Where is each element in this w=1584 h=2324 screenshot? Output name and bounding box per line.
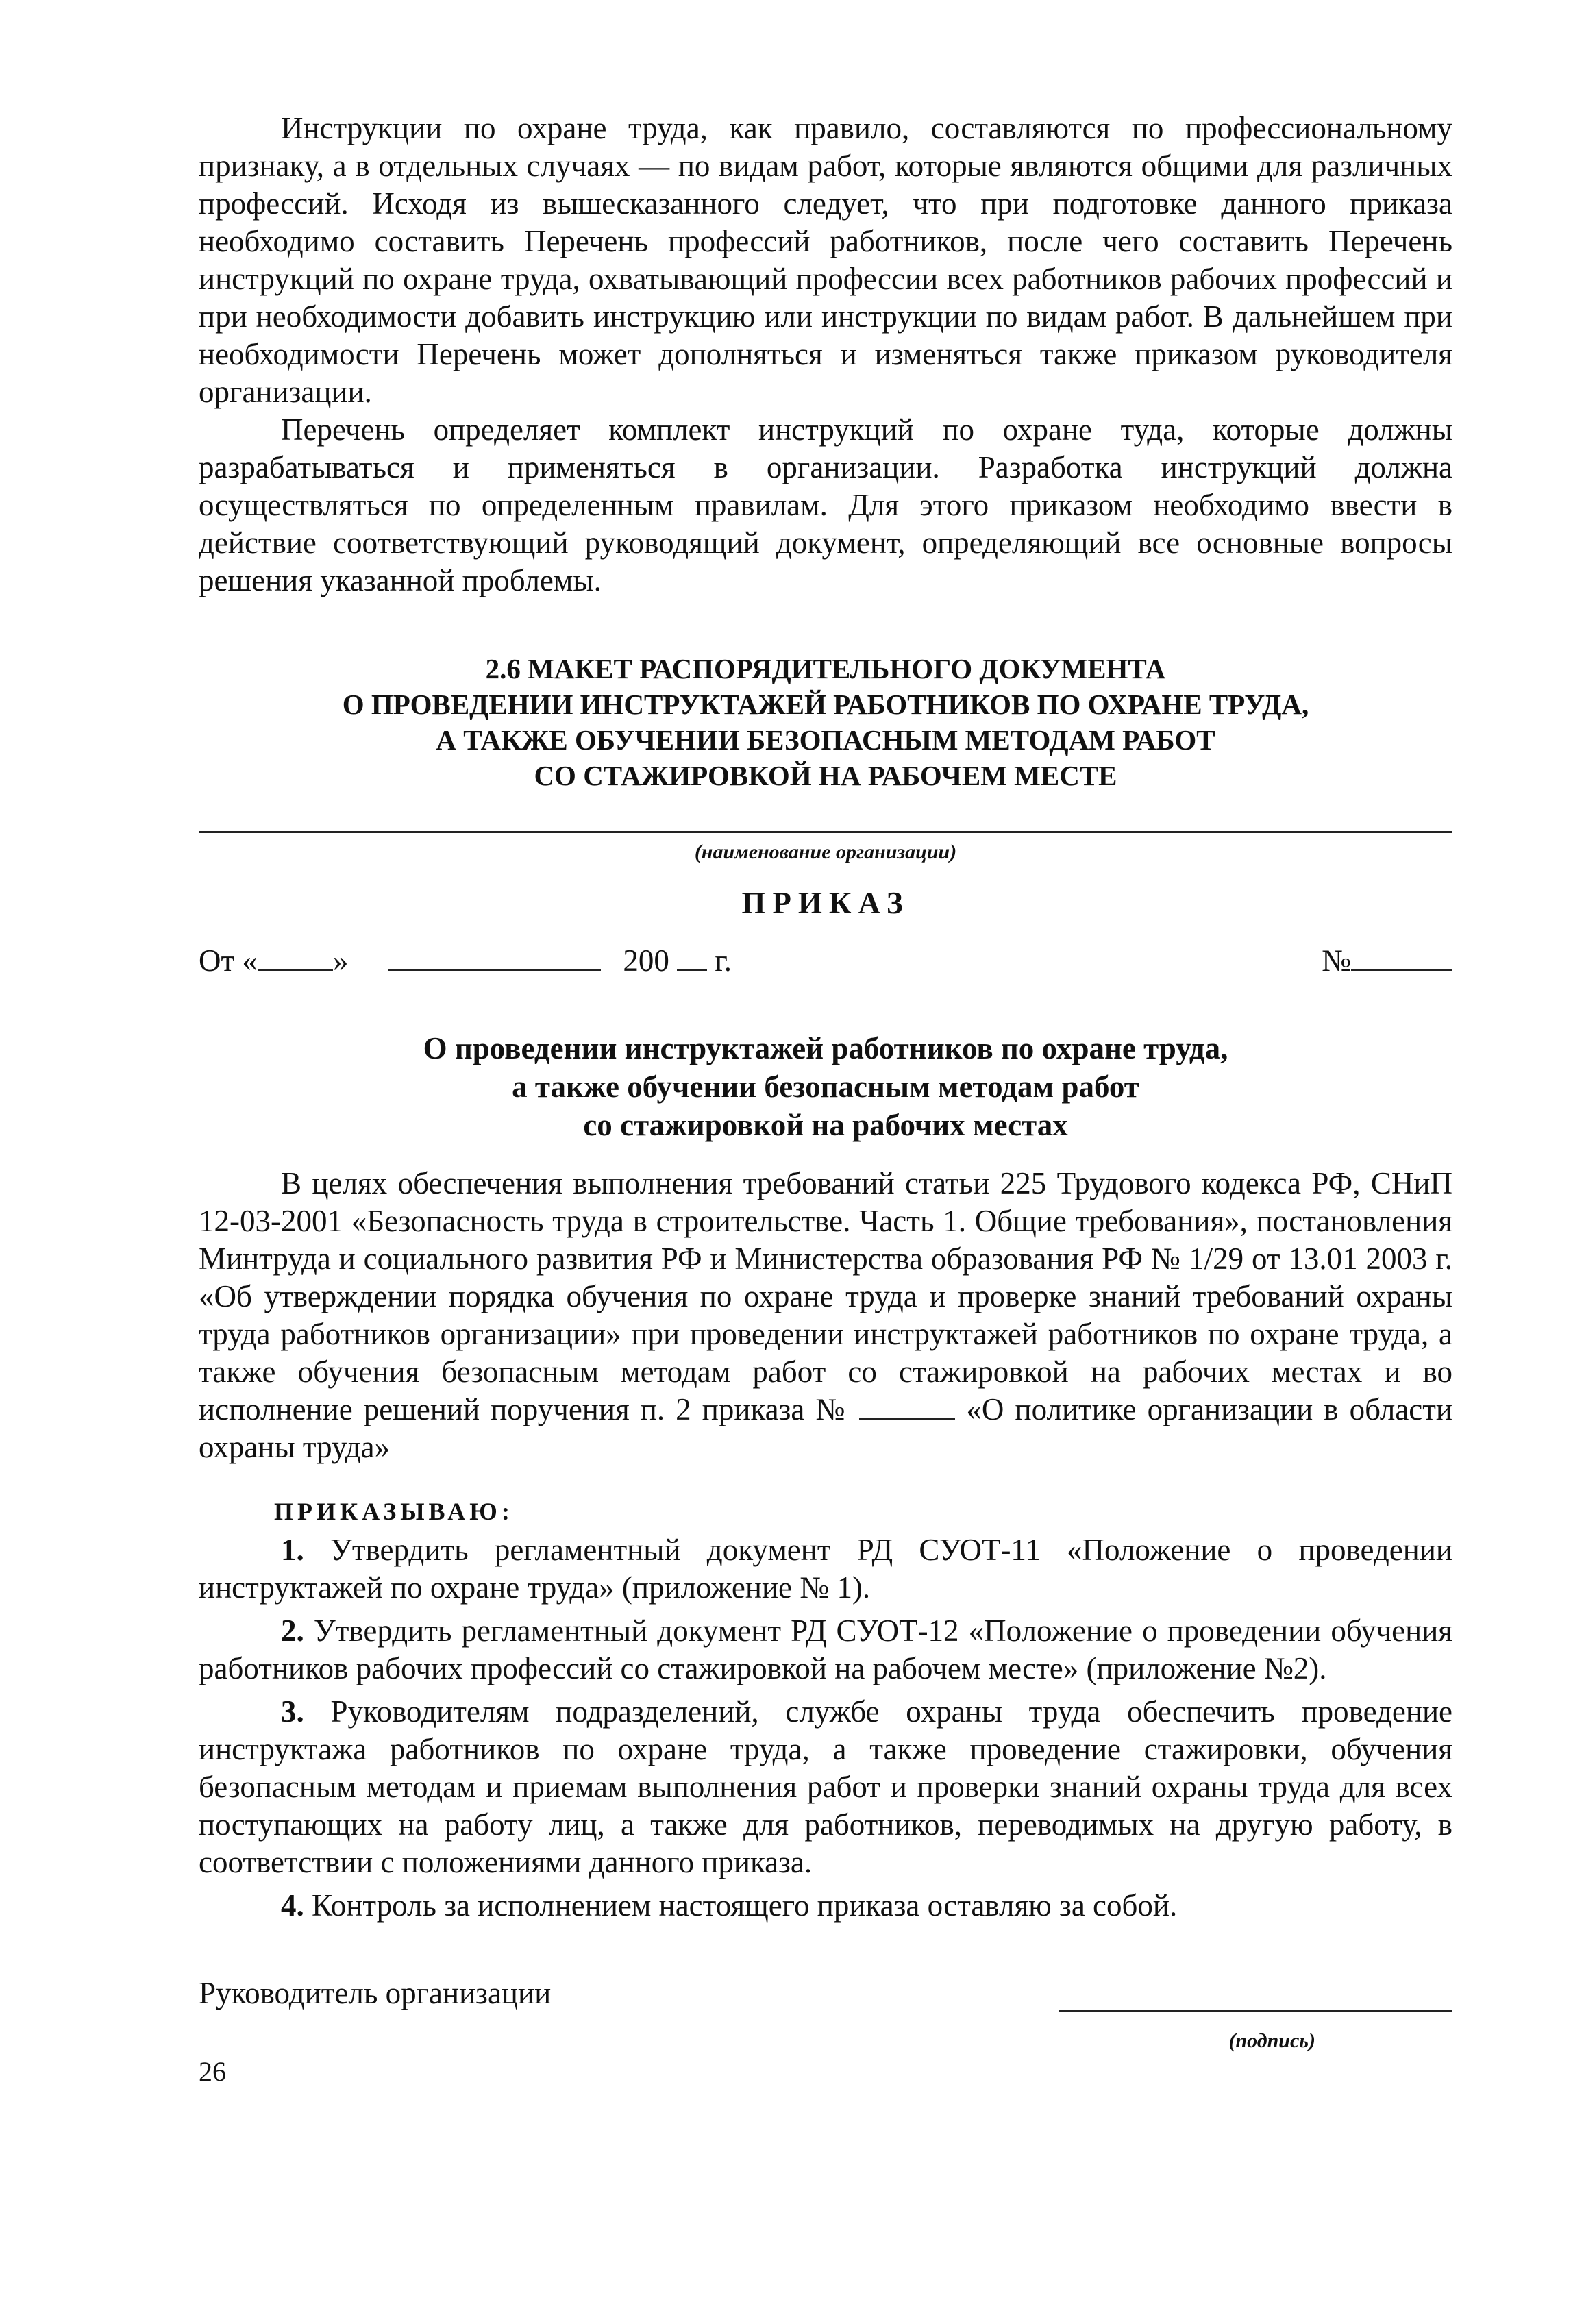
subject-line: со стажировкой на рабочих местах: [583, 1108, 1068, 1142]
number-blank: [1351, 941, 1452, 971]
order-title: ПРИКАЗ: [741, 886, 910, 920]
section-title-line: 2.6 МАКЕТ РАСПОРЯДИТЕЛЬНОГО ДОКУМЕНТА: [485, 653, 1166, 684]
item-text: Контроль за исполнением настоящего приказа оставляю за собой.: [312, 1888, 1178, 1923]
order-item: [199, 1887, 1452, 1925]
intro-paragraph-1: Инструкции по охране труда, как правило, составляются по профессиональному признаку, а в отдельных случаях — по видам работ, которые являются общими для различных профессий. Исходя из вышесказанного следует, что при подготовке данного приказа необходимо составить Перечень профессий работников, после чего составить Перечень инструкций по охране труда, охватывающий профессии всех работников рабочих профессий и при необходимости добавить инструкцию или инструкции по видам работ. В дальнейшем при необходимости Перечень может дополняться и изменяться также приказом руководителя организации.: [199, 111, 1452, 409]
order-number: [1322, 940, 1452, 981]
order-verb: ПРИКАЗЫВАЮ:: [274, 1498, 514, 1525]
order-item: [199, 1531, 1452, 1607]
document-page: [199, 110, 1453, 2052]
page-number: 26: [199, 2056, 226, 2087]
preamble-paragraph: [199, 1165, 1452, 1466]
section-title-line: А ТАКЖЕ ОБУЧЕНИИ БЕЗОПАСНЫМ МЕТОДАМ РАБОТ: [436, 724, 1215, 756]
year-text: 200: [623, 943, 669, 978]
year-blank: [677, 941, 707, 971]
year-suffix: г.: [715, 943, 732, 978]
order-date: [199, 940, 732, 981]
preamble-text: В целях обеспечения выполнения требований статьи 225 Трудового кодекса РФ, СНиП 12-03-2001 «Безопасность труда в строительстве. Часть 1. Общие требования», постановления Минтруда и социального развития РФ и Министерства образования РФ № 1/29 от 13.01 2003 г. «Об утверждении порядка обучения по охране труда и проверке знаний требований охраны труда работников организации» при проведении инструктажей работников по охране труда, а также обучения безопасным методам работ со стажировкой на рабочих местах и во исполнение решений поручения п. 2 приказа №: [199, 1166, 1452, 1426]
date-number-row: [199, 940, 1452, 981]
order-item: [199, 1693, 1452, 1881]
item-text: Утвердить регламентный документ РД СУОТ-11 «Положение о проведении инструктажей по охране труда» (приложение № 1).: [199, 1533, 1452, 1605]
organization-caption: (наименование организации): [694, 841, 957, 863]
day-blank: [258, 941, 333, 971]
section-title-line: О ПРОВЕДЕНИИ ИНСТРУКТАЖЕЙ РАБОТНИКОВ ПО ОХРАНЕ ТРУДА,: [342, 689, 1309, 720]
month-blank: [388, 941, 601, 971]
signatory-label: Руководитель организации: [199, 1976, 552, 2010]
date-prefix: От «: [199, 943, 258, 978]
preamble-tail: «О политике организации в области охраны труда»: [199, 1392, 1453, 1464]
item-number: 4.: [281, 1888, 304, 1923]
section-title-line: СО СТАЖИРОВКОЙ НА РАБОЧЕМ МЕСТЕ: [534, 760, 1117, 791]
signature-caption: (подпись): [1228, 2029, 1315, 2052]
item-number: 3.: [281, 1694, 304, 1729]
signature-line: [1059, 2010, 1452, 2012]
item-text: Руководителям подразделений, службе охраны труда обеспечить проведение инструктажа работников по охране труда, а также проведение стажировки, обучения безопасным методам и приемам выполнения работ и проверки знаний охраны труда для всех поступающих на работу лиц, а также для работников, переводимых на другую работу, в соответствии с положениями данного приказа.: [199, 1694, 1452, 1879]
date-close: »: [332, 943, 349, 978]
order-number-blank: [859, 1393, 955, 1420]
signature-row: [199, 1973, 1452, 2052]
order-subject: [199, 1029, 1452, 1144]
item-number: 2.: [281, 1614, 304, 1648]
subject-line: О проведении инструктажей работников по охране труда,: [423, 1031, 1228, 1065]
order-item: [199, 1612, 1452, 1688]
item-text: Утвердить регламентный документ РД СУОТ-12 «Положение о проведении обучения работников рабочих профессий со стажировкой на рабочем месте» (приложение №2).: [199, 1614, 1453, 1685]
section-title: [199, 651, 1452, 793]
number-label: №: [1322, 943, 1351, 978]
item-number: 1.: [281, 1533, 304, 1567]
intro-paragraph-2: Перечень определяет комплект инструкций пo охране туда, которые должны разрабатываться и применяться в организации. Разработка инструкций должна осуществляться по определенным правилам. Для этого приказом необходимо ввести в действие соответствующий руководящий документ, определяющий все основные вопросы решения указанной проблемы.: [199, 412, 1452, 597]
subject-line: а также обучении безопасным методам работ: [512, 1070, 1139, 1104]
organization-name-line: [199, 831, 1452, 833]
